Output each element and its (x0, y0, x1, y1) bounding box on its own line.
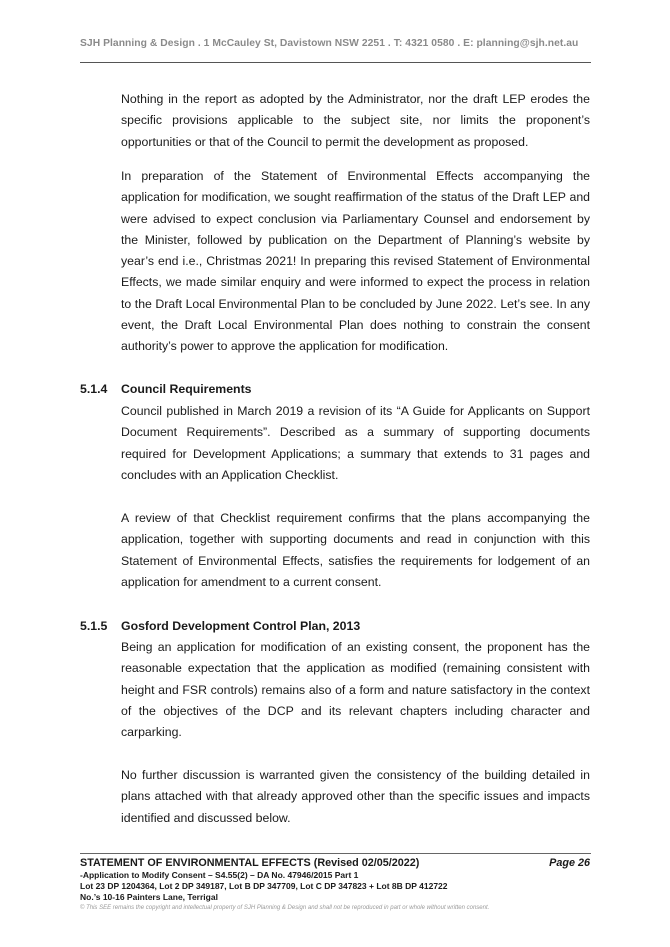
paragraph-administrator-report: Nothing in the report as adopted by the Administrator, nor the draft LEP erodes the specific provisions applicable to the subject site, nor limits the proponent’s opportunities or that of the Council to permit the development as proposed. (121, 92, 590, 149)
footer-lot-line: Lot 23 DP 1204364, Lot 2 DP 349187, Lot B DP 347709, Lot C DP 347823 + Lot 8B DP 412722 (80, 881, 448, 891)
paragraph-modification-expectation: Being an application for modification of an existing consent, the proponent has the reasonable expectation that the application as modified (remaining consistent with height and FSR controls) remains also of a form and nature satisfactory in the context of the objectives of the DCP and its relevant chapters including character and carparking. (121, 640, 590, 740)
section-number: 5.1.5 (80, 619, 108, 633)
section-number: 5.1.4 (80, 382, 108, 396)
section-heading-council-requirements (80, 380, 252, 398)
header-divider (80, 62, 591, 63)
letterhead: SJH Planning & Design . 1 McCauley St, Davistown NSW 2251 . T: 4321 0580 . E: planning@sjh.net.au (80, 38, 579, 49)
paragraph-no-further-discussion: No further discussion is warranted given the consistency of the building detailed in plans attached with that already approved other than the specific issues and impacts identified and discussed below. (121, 768, 590, 825)
paragraph-draft-lep-status: In preparation of the Statement of Environmental Effects accompanying the application for modification, we sought reaffirmation of the status of the Draft LEP and were advised to expect conclusion via Parliamentary Counsel and endorsement by the Minister, followed by publication on the Department of Planning’s website by year’s end i.e., Christmas 2021! In preparing this revised Statement of Environmental Effects, we made similar enquiry and were informed to expect the process in relation to the Draft Local Environmental Plan to be concluded by June 2022. Let’s see. In any event, the Draft Local Environmental Plan does nothing to constrain the consent authority’s power to approve the application for modification. (121, 169, 590, 354)
footer-document-title: STATEMENT OF ENVIRONMENTAL EFFECTS (Revised 02/05/2022) (80, 857, 420, 869)
section-title: Council Requirements (121, 382, 252, 396)
paragraph-checklist-review: A review of that Checklist requirement confirms that the plans accompanying the application, together with supporting documents and read in conjunction with this Statement of Environmental Effects, satisfies the requirements for lodgement of an application for amendment to a current consent. (121, 511, 590, 589)
footer-application-line: -Application to Modify Consent – S4.55(2) – DA No. 47946/2015 Part 1 (80, 870, 359, 880)
footer-divider (80, 853, 591, 854)
page-number: Page 26 (549, 857, 590, 869)
copyright-notice: © This SEE remains the copyright and intellectual property of SJH Planning & Design and shall not be reproduced in part or whole without written consent. (80, 905, 490, 911)
section-heading-gosford-dcp (80, 617, 360, 635)
footer-address-line: No.’s 10-16 Painters Lane, Terrigal (80, 892, 218, 902)
paragraph-council-guide: Council published in March 2019 a revision of its “A Guide for Applicants on Support Document Requirements”. Described as a summary of supporting documents required for Development Applications; a summary that extends to 31 pages and concludes with an Application Checklist. (121, 404, 590, 482)
section-title: Gosford Development Control Plan, 2013 (121, 619, 361, 633)
